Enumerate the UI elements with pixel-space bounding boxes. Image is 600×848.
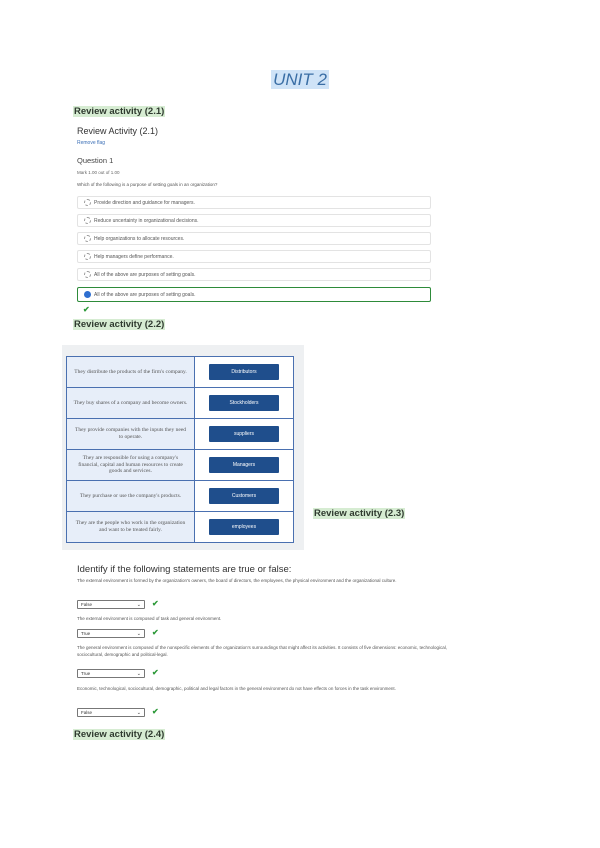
statement-text: Economic, technological, sociocultural, demographic, political and legal factors in the general environment do not have effects on forces in the task environment. xyxy=(77,686,396,691)
radio-icon[interactable] xyxy=(84,271,91,278)
option-label: All of the above are purposes of setting goals. xyxy=(94,271,196,278)
answer-select[interactable] xyxy=(77,708,145,717)
true-false-heading: Identify if the following statements are true or false: xyxy=(77,564,292,575)
matching-description: They distribute the products of the firm's company. xyxy=(67,357,195,387)
matching-answer-button[interactable]: employees xyxy=(209,519,279,535)
matching-answer-button[interactable]: Customers xyxy=(209,488,279,504)
correct-check-icon: ✔ xyxy=(152,599,159,608)
matching-row xyxy=(67,450,293,481)
correct-check-icon: ✔ xyxy=(83,305,90,314)
answer-option[interactable] xyxy=(77,268,431,281)
section-label-2-1: Review activity (2.1) xyxy=(74,106,165,117)
option-label: Help organizations to allocate resources. xyxy=(94,235,185,242)
radio-selected-icon[interactable] xyxy=(84,291,91,298)
correct-check-icon: ✔ xyxy=(152,628,159,637)
correct-check-icon: ✔ xyxy=(152,707,159,716)
option-label: Provide direction and guidance for managers. xyxy=(94,199,195,206)
answer-option[interactable] xyxy=(77,196,431,209)
matching-description: They provide companies with the inputs they need to operate. xyxy=(67,419,195,449)
chevron-down-icon: ⌄ xyxy=(136,601,141,608)
section-label-2-4: Review activity (2.4) xyxy=(74,729,165,740)
matching-row xyxy=(67,512,293,542)
chevron-down-icon: ⌄ xyxy=(136,709,141,716)
answer-select[interactable] xyxy=(77,629,145,638)
answer-option[interactable] xyxy=(77,250,431,263)
matching-row xyxy=(67,388,293,419)
radio-icon[interactable] xyxy=(84,217,91,224)
option-label: All of the above are purposes of setting goals. xyxy=(94,291,196,298)
section-label-2-2: Review activity (2.2) xyxy=(74,319,165,330)
matching-answer-button[interactable]: Stockholders xyxy=(209,395,279,411)
chevron-down-icon: ⌄ xyxy=(136,630,141,637)
section-label-2-3: Review activity (2.3) xyxy=(314,508,405,519)
select-value: True xyxy=(81,671,91,676)
radio-icon[interactable] xyxy=(84,235,91,242)
statement-text: The general environment is composed of the nonspecific elements of the organization's surroundings that might affect its activities. It consists of five dimensions: economic, technological, sociocultural, demographic and political-legal. xyxy=(77,645,447,657)
matching-description: They are responsible for using a company's financial, capital and human resources to create goods and services. xyxy=(67,450,195,480)
question-text: Which of the following is a purpose of setting goals in an organization? xyxy=(77,182,218,187)
option-label: Help managers define performance. xyxy=(94,253,174,260)
unit-title-wrap xyxy=(0,70,600,90)
matching-description: They buy shares of a company and become owners. xyxy=(67,388,195,418)
matching-row xyxy=(67,481,293,512)
answer-option[interactable] xyxy=(77,232,431,245)
unit-title: UNIT 2 xyxy=(273,70,327,89)
select-value: False xyxy=(81,602,93,607)
matching-answer-button[interactable]: Distributors xyxy=(209,364,279,380)
answer-option[interactable] xyxy=(77,214,431,227)
radio-icon[interactable] xyxy=(84,253,91,260)
option-label: Reduce uncertainty in organizational decisions. xyxy=(94,217,199,224)
matching-description: They are the people who work in the organization and want to be treated fairly. xyxy=(67,512,195,542)
chevron-down-icon: ⌄ xyxy=(136,670,141,677)
statement-text: The external environment is formed by the organization's owners, the board of directors, the employees, the physical environment and the organizational culture. xyxy=(77,578,397,583)
question-title: Question 1 xyxy=(77,156,114,165)
matching-description: They purchase or use the company's products. xyxy=(67,481,195,511)
answer-option-selected[interactable] xyxy=(77,287,431,302)
remove-flag-link[interactable]: Remove flag xyxy=(77,140,106,146)
statement-text: The external environment is composed of task and general environment. xyxy=(77,616,222,621)
matching-row xyxy=(67,357,293,388)
matching-answer-button[interactable]: Managers xyxy=(209,457,279,473)
answer-select[interactable] xyxy=(77,669,145,678)
radio-icon[interactable] xyxy=(84,199,91,206)
select-value: True xyxy=(81,631,91,636)
select-value: False xyxy=(81,710,93,715)
matching-table xyxy=(66,356,294,543)
activity-title: Review Activity (2.1) xyxy=(77,126,159,136)
answer-select[interactable] xyxy=(77,600,145,609)
matching-row xyxy=(67,419,293,450)
correct-check-icon: ✔ xyxy=(152,668,159,677)
matching-answer-button[interactable]: suppliers xyxy=(209,426,279,442)
question-mark: Mark 1.00 out of 1.00 xyxy=(77,170,120,175)
